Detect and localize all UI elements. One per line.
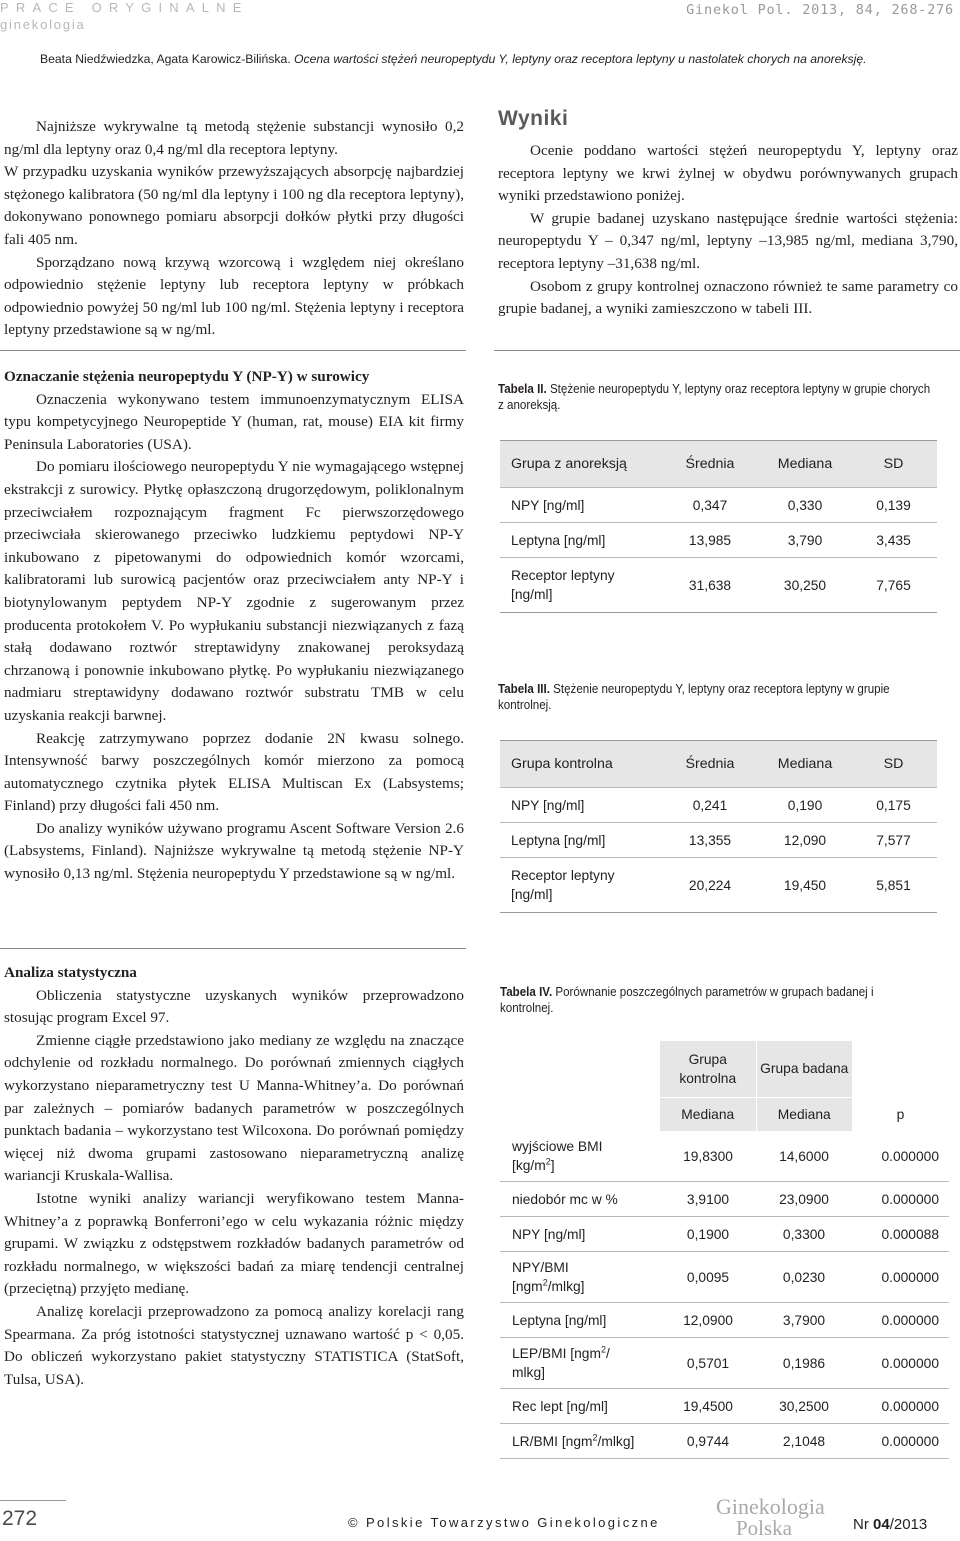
table2-cell: 3,790 bbox=[760, 523, 850, 558]
table4-subheader-row bbox=[500, 1097, 949, 1131]
table2-header-median: Mediana bbox=[760, 441, 850, 488]
journal-logo-line1: Ginekologia bbox=[716, 1494, 825, 1519]
table3-header-median: Mediana bbox=[760, 741, 850, 788]
section-label: PRACE ORYGINALNE bbox=[0, 0, 249, 15]
table2-header-row bbox=[500, 441, 937, 488]
table2-cell: 13,985 bbox=[660, 523, 760, 558]
table2-row-label: Receptor leptyny [ng/ml] bbox=[500, 558, 660, 613]
table-row bbox=[500, 1424, 949, 1459]
table-row bbox=[500, 858, 937, 913]
npy-paragraph-4: Do analizy wyników używano programu Ascent Software Version 2.6 (Labsystems, Finland). Najniższe wykrywalne tą metodą stężenie NP-Y wynosiło 0,13 ng/ml. Stężenia neuropeptydu Y przedstawione są w ng/ml. bbox=[4, 819, 464, 883]
table2-cell: 0,139 bbox=[850, 488, 937, 523]
table4-row-label: wyjściowe BMI $[kg/m^2]$ bbox=[500, 1131, 660, 1182]
table3-cell: 0,190 bbox=[760, 788, 850, 823]
results-block bbox=[498, 140, 958, 321]
table3-cell: 12,090 bbox=[760, 823, 850, 858]
table-row bbox=[500, 788, 937, 823]
left-divider-2 bbox=[0, 948, 466, 949]
table4-p-cell: 0.000000 bbox=[852, 1389, 949, 1424]
footer-rule bbox=[0, 1500, 66, 1501]
table4-cell: 3,9100 bbox=[660, 1182, 756, 1217]
right-divider-1 bbox=[494, 350, 960, 351]
table4-p-header: p bbox=[896, 1106, 905, 1122]
table3-caption bbox=[498, 681, 930, 713]
table4-corner-cell bbox=[500, 1041, 660, 1097]
table4-caption-label: Tabela IV. bbox=[500, 985, 553, 999]
table4-cell: 23,0900 bbox=[756, 1182, 852, 1217]
npy-method-block bbox=[4, 366, 464, 886]
table4-cell: 14,6000 bbox=[756, 1131, 852, 1182]
table-row bbox=[500, 823, 937, 858]
stat-paragraph-1: Obliczenia statystyczne uzyskanych wyników przeprowadzono stosując program Excel 97. bbox=[4, 986, 464, 1027]
stat-paragraph-2: Zmienne ciągłe przedstawiono jako mediany ze względu na znaczące odchylenie od rozkładu normalnego. Do porównań zmiennych ciągłych wykorzystano nieparametryczny test U Manna-Whitney’a. Do porównań par zależnych – pomiarów badanych parametrów w poszczególnych punktach badania – wykorzystano test Wilcoxona. Do porównań pomiędzy więcej niż dwoma grupami zastosowano nieparametryczną analizę wariancji Kruskala-Wallisa. bbox=[4, 1031, 464, 1185]
running-title: Ocena wartości stężeń neuropeptydu Y, leptyny oraz receptora leptyny u nastolatek chorych na anoreksję. bbox=[294, 52, 867, 66]
stat-paragraph-4: Analizę korelacji przeprowadzono za pomocą analizy korelacji rang Spearmana. Za próg istotności statystycznej uznawano wartość p < 0,05. Do obliczeń wykorzystano pakiet statystyczny STATISTICA (StatSoft, Tulsa, USA). bbox=[4, 1302, 464, 1388]
intro-paragraph-1: Najniższe wykrywalne tą metodą stężenie substancji wynosiło 0,2 ng/ml dla leptyny oraz 0,4 ng/ml dla receptora leptyny. bbox=[4, 118, 464, 158]
table4-p-cell: 0.000000 bbox=[852, 1131, 949, 1182]
table4-cell: 30,2500 bbox=[756, 1389, 852, 1424]
table4-row-label: LEP/BMI [ngm$^2$/ mlkg] bbox=[500, 1338, 660, 1389]
table3-cell: 13,355 bbox=[660, 823, 760, 858]
table-row bbox=[500, 1389, 949, 1424]
table3-cell: 20,224 bbox=[660, 858, 760, 913]
table2-caption bbox=[498, 381, 930, 413]
table4-p-cell: 0.000000 bbox=[852, 1303, 949, 1338]
table4-group-row bbox=[500, 1041, 949, 1097]
results-paragraph-3: Osobom z grupy kontrolnej oznaczono również te same parametry co grupie badanej, a wyniki zamieszczono w tabeli III. bbox=[498, 277, 958, 318]
table4-caption-text: Porównanie poszczególnych parametrów w grupach badanej i kontrolnej. bbox=[500, 985, 874, 1015]
table3-cell: 7,577 bbox=[850, 823, 937, 858]
table2-cell: 0,347 bbox=[660, 488, 760, 523]
table-row bbox=[500, 523, 937, 558]
table4-cell: 19,4500 bbox=[660, 1389, 756, 1424]
table4-row-label: NPY/BMI [ngm$^2$/mlkg] bbox=[500, 1252, 660, 1303]
table2-row-label: Leptyna [ng/ml] bbox=[500, 523, 660, 558]
left-intro-block bbox=[4, 116, 464, 342]
table4-cell: 0,0230 bbox=[756, 1252, 852, 1303]
table4-row-label: Rec lept [ng/ml] bbox=[500, 1389, 660, 1424]
table2-header-mean: Średnia bbox=[660, 441, 760, 488]
left-divider-1 bbox=[0, 350, 466, 351]
table-row bbox=[500, 558, 937, 613]
table-row bbox=[500, 488, 937, 523]
table4-cell: 19,8300 bbox=[660, 1131, 756, 1182]
table2-cell: 31,638 bbox=[660, 558, 760, 613]
table4-header-group1: Grupa kontrolna bbox=[660, 1041, 756, 1097]
table4-sub1: Mediana bbox=[660, 1097, 756, 1131]
table4-cell: 0,1986 bbox=[756, 1338, 852, 1389]
table3-row-label: Leptyna [ng/ml] bbox=[500, 823, 660, 858]
stat-block bbox=[4, 962, 464, 1391]
table3-header-sd: SD bbox=[850, 741, 937, 788]
npy-paragraph-3: Reakcję zatrzymywano poprzez dodanie 2N kwasu solnego. Intensywność barwy poszczególnych komór mierzono za pomocą automatycznego czytnika płytek ELISA Multiscan Ex (Labsystems; Finland) przy długości fali 450 nm. bbox=[4, 729, 464, 815]
stat-paragraph-3: Istotne wyniki analizy wariancji weryfikowano testem Manna-Whitney’a z poprawką Bonferroni’ego w celu wykazania różnic między grupami. W związku z odstępstwem rozkładów badanych parametrów od rozkładu normalnego, w większości badań za miarę tendencji centralnej (przeciętną) przyjęto medianę. bbox=[4, 1189, 464, 1298]
table4-p-cell: 0.000000 bbox=[852, 1338, 949, 1389]
table4-cell: 2,1048 bbox=[756, 1424, 852, 1459]
table3-row-label: NPY [ng/ml] bbox=[500, 788, 660, 823]
table2-header-group: Grupa z anoreksją bbox=[500, 441, 660, 488]
table-row bbox=[500, 1131, 949, 1182]
stat-heading: Analiza statystyczna bbox=[4, 964, 137, 981]
table2-caption-label: Tabela II. bbox=[498, 382, 547, 396]
journal-logo-line2: Polska bbox=[736, 1516, 793, 1540]
table4-row-label: NPY [ng/ml] bbox=[500, 1217, 660, 1252]
table4-p-cell: 0.000088 bbox=[852, 1217, 949, 1252]
results-heading: Wyniki bbox=[498, 107, 569, 130]
table4-header-group2: Grupa badana bbox=[756, 1041, 852, 1097]
table2-cell: 3,435 bbox=[850, 523, 937, 558]
journal-citation: Ginekol Pol. 2013, 84, 268-276 bbox=[686, 2, 954, 18]
table-row bbox=[500, 1252, 949, 1303]
table4-row-label: Leptyna [ng/ml] bbox=[500, 1303, 660, 1338]
table4-p-cell: 0.000000 bbox=[852, 1252, 949, 1303]
table-row bbox=[500, 1338, 949, 1389]
table4-cell: 0,0095 bbox=[660, 1252, 756, 1303]
table4-cell: 0,3300 bbox=[756, 1217, 852, 1252]
table4-sub2: Mediana bbox=[756, 1097, 852, 1131]
table4-caption bbox=[500, 984, 914, 1016]
intro-paragraph-2: W przypadku uzyskania wyników przewyższających absorpcję najbardziej stężonego kalibratora (50 ng/ml dla leptyny i 100 ng dla receptora leptyny), dokonywano ponownego pomiaru absorpcji dołków płytki przy długości fali 405 nm. bbox=[4, 163, 464, 248]
society-notice: © Polskie Towarzystwo Ginekologiczne bbox=[348, 1515, 660, 1530]
table4-row-label: LR/BMI [ngm$^2$/mlkg] bbox=[500, 1424, 660, 1459]
results-paragraph-1: Ocenie poddano wartości stężeń neuropeptydu Y, leptyny oraz receptora leptyny we krwi żylnej w obydwu porównywanych grupach wyniki przedstawiono poniżej. bbox=[498, 142, 958, 205]
running-header bbox=[40, 50, 867, 68]
table-row bbox=[500, 1303, 949, 1338]
table3-caption-text: Stężenie neuropeptydu Y, leptyny oraz receptora leptyny w grupie kontrolnej. bbox=[498, 682, 890, 712]
table3-cell: 19,450 bbox=[760, 858, 850, 913]
npy-paragraph-1: Oznaczenia wykonywano testem immunoenzymatycznym ELISA typu kompetycyjnego Neuropeptide Y (human, rat, mouse) EIA kit firmy Peninsula Laboratories (USA). bbox=[4, 390, 464, 453]
results-paragraph-2: W grupie badanej uzyskano następujące średnie wartości stężenia: neuropeptydu Y – 0,347 ng/ml, leptyny –13,985 ng/ml, mediana 3,790, receptora leptyny –31,638 ng/ml. bbox=[498, 209, 958, 272]
table4-empty-cell bbox=[852, 1041, 949, 1097]
table4-cell: 0,9744 bbox=[660, 1424, 756, 1459]
table-row bbox=[500, 1217, 949, 1252]
table3 bbox=[500, 740, 937, 913]
intro-paragraph-3: Sporządzano nową krzywą wzorcową i względem niej określano odpowiednio stężenie leptyny lub receptora leptyny w próbkach odpowiednio powyżej 50 ng/ml lub 100 ng/ml. Stężenia leptyny i receptora leptyny przedstawione są w ng/ml. bbox=[4, 253, 464, 339]
table3-header-row bbox=[500, 741, 937, 788]
table3-header-group: Grupa kontrolna bbox=[500, 741, 660, 788]
page-number: 272 bbox=[2, 1507, 38, 1530]
table2-cell: 0,330 bbox=[760, 488, 850, 523]
table4-p-cell: 0.000000 bbox=[852, 1424, 949, 1459]
table4-cell: 0,1900 bbox=[660, 1217, 756, 1252]
table4-cell: 12,0900 bbox=[660, 1303, 756, 1338]
table2-cell: 30,250 bbox=[760, 558, 850, 613]
table3-row-label: Receptor leptyny [ng/ml] bbox=[500, 858, 660, 913]
running-authors: Beata Niedźwiedzka, Agata Karowicz-Bilińska. bbox=[40, 52, 291, 66]
npy-paragraph-2: Do pomiaru ilościowego neuropeptydu Y nie wymagającego wstępnej ekstrakcji z surowicy. Płytkę opłaszczoną drugorzędowym, poliklonalnym przeciwciałem rozpoznającym fragment Fc pierwszorzędowego przeciwciała skierowanego przeciwko ludzkiemu peptydowi NP-Y inkubowano z pipetowanymi do odpowiednich komór wzorcami, kalibratorami lub surowicą pacjentów oraz przeciwciałem anty NP-Y i biotynylowanym peptydem NP-Y zgodnie z sugerowanym przez producenta protokołem V. Po wypłukaniu substancji niezwiązanych z fazą stałą dodawano roztwór streptawidyny znakowanej peroksydazą chrzanową i ponownie inkubowano płytkę. Po wypłukaniu niezwiązanego nadmiaru streptawidyny dodawano roztwór substratu TMB w celu uzyskania reakcji barwnej. bbox=[4, 458, 464, 724]
issue-number: Nr 04/2013 bbox=[853, 1516, 928, 1533]
table2 bbox=[500, 440, 937, 613]
table4-p-cell: 0.000000 bbox=[852, 1182, 949, 1217]
table4-cell: 3,7900 bbox=[756, 1303, 852, 1338]
table2-caption-text: Stężenie neuropeptydu Y, leptyny oraz receptora leptyny w grupie chorych z anoreksją. bbox=[498, 382, 931, 412]
table3-header-mean: Średnia bbox=[660, 741, 760, 788]
table4-corner-cell-2 bbox=[500, 1097, 660, 1131]
table3-caption-label: Tabela III. bbox=[498, 682, 550, 696]
table4-row-label: niedobór mc w % bbox=[500, 1182, 660, 1217]
journal-name: ginekologia bbox=[0, 17, 86, 32]
table2-row-label: NPY [ng/ml] bbox=[500, 488, 660, 523]
table4-cell: 0,5701 bbox=[660, 1338, 756, 1389]
table-row bbox=[500, 1182, 949, 1217]
table2-cell: 7,765 bbox=[850, 558, 937, 613]
table3-cell: 5,851 bbox=[850, 858, 937, 913]
npy-heading: Oznaczanie stężenia neuropeptydu Y (NP-Y) w surowicy bbox=[4, 368, 370, 385]
table4 bbox=[500, 1041, 949, 1459]
table3-cell: 0,241 bbox=[660, 788, 760, 823]
table2-header-sd: SD bbox=[850, 441, 937, 488]
table3-cell: 0,175 bbox=[850, 788, 937, 823]
